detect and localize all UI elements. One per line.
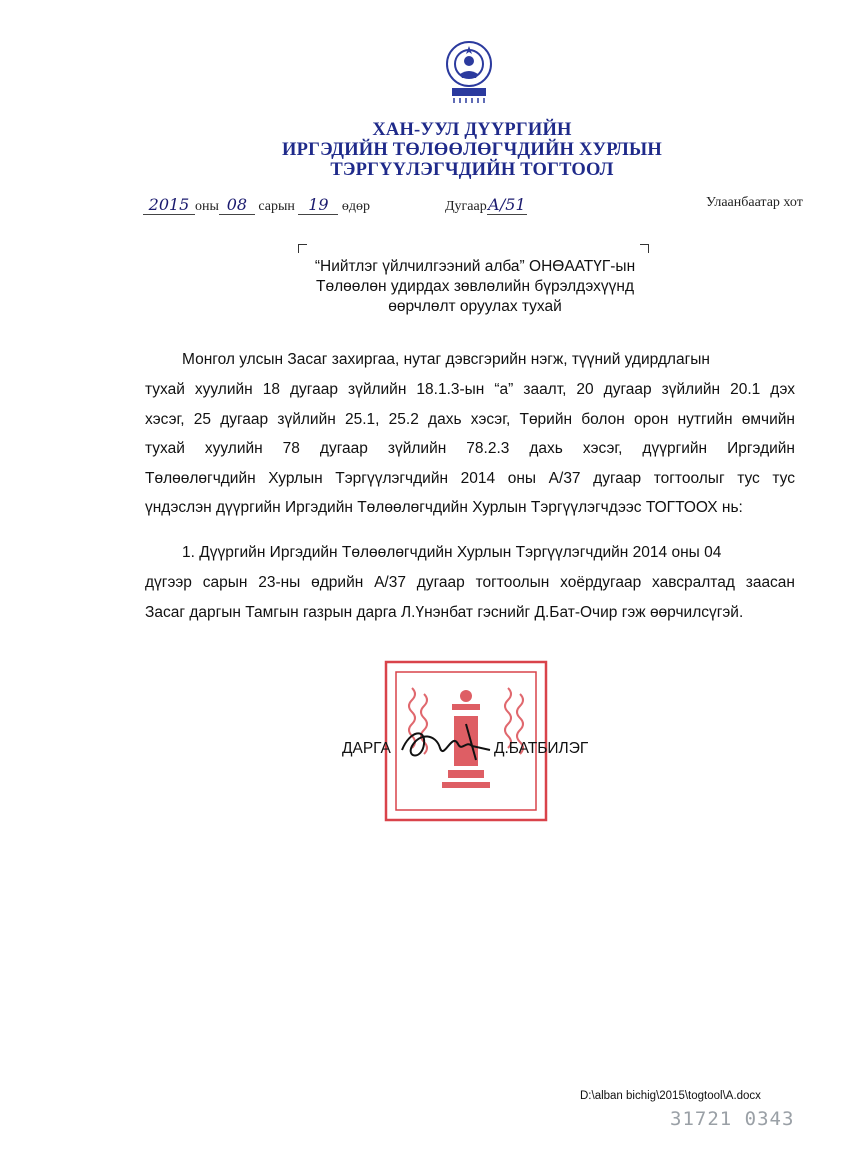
subject-title — [280, 257, 670, 317]
body-paragraph-2 — [182, 538, 794, 568]
number-label: Дугаар — [445, 199, 487, 214]
para2-line: 1. Дүүргийн Иргэдийн Төлөөлөгчдийн Хурлын Тэргүүлэгчдийн 2014 оны 04 — [182, 544, 722, 561]
body-paragraph-1 — [182, 345, 794, 375]
subject-line-2: Төлөөлөн удирдах зөвлөлийн бүрэлдэхүүнд — [316, 278, 634, 295]
para1-line: Монгол улсын Засаг захиргаа, нутаг дэвсгэрийн нэгж, түүний удирдлагын — [182, 351, 710, 368]
date-field — [143, 195, 370, 215]
para2-line: дүгээр сарын 23-ны өдрийн А/37 дугаар тогтоолын хоёрдугаар хавсралтад заасан — [145, 574, 795, 591]
body-paragraph-2-cont — [145, 568, 795, 627]
signer-title: ДАРГА — [342, 740, 391, 757]
para1-line: үндэслэн дүүргийн Иргэдийн Төлөөлөгчдийн Хурлын Тэргүүлэгчдээс ТОГТООХ нь: — [145, 499, 743, 517]
date-month-suffix: сарын — [258, 199, 295, 214]
handwritten-signature-icon — [396, 720, 496, 770]
subject-corner-right — [640, 244, 649, 253]
date-month: 08 — [219, 195, 255, 215]
state-emblem-icon — [438, 34, 500, 104]
header-line-1: ХАН-УУЛ ДҮҮРГИЙН — [372, 120, 572, 140]
header-line-3: ТЭРГҮҮЛЭГЧДИЙН ТОГТООЛ — [330, 160, 614, 180]
signer-name: Д.БАТБИЛЭГ — [494, 740, 589, 757]
date-year: 2015 — [143, 195, 195, 215]
date-year-suffix: оны — [195, 199, 219, 214]
para2-line: Засаг даргын Тамгын газрын дарга Л.Үнэнбат гэснийг Д.Бат-Очир гэж өөрчилсүгэй. — [145, 603, 744, 621]
para1-line: тухай хуулийн 78 дугаар зүйлийн 78.2.3 дахь хэсэг, дүүргийн Иргэдийн — [145, 440, 795, 458]
document-number — [445, 195, 527, 215]
para1-line: хэсэг, 25 дугаар зүйлийн 25.1, 25.2 дахь хэсэг, Төрийн болон орон нутгийн өмчийн — [145, 410, 795, 428]
subject-line-3: өөрчлөлт оруулах тухай — [388, 298, 562, 315]
date-day: 19 — [298, 195, 338, 215]
file-path: D:\alban bichig\2015\togtool\A.docx — [580, 1090, 761, 1102]
para1-line: Төлөөлөгчдийн Хурлын Тэргүүлэгчдийн 2014 оны А/37 дугаар тогтоолыг тус тус — [145, 469, 795, 487]
para1-line: тухай хуулийн 18 дугаар зүйлийн 18.1.3-ын “а” заалт, 20 дугаар зүйлийн 20.1 дэх — [145, 381, 795, 398]
city: Улаанбаатар хот — [706, 195, 803, 210]
body-paragraph-1-cont — [145, 375, 795, 523]
number-value: А/51 — [487, 195, 526, 214]
subject-line-1: “Нийтлэг үйлчилгээний алба” ОНӨААТҮГ-ын — [314, 258, 636, 275]
date-day-suffix: өдөр — [341, 199, 371, 214]
registration-stamp-number: 31721 0343 — [670, 1108, 795, 1130]
subject-corner-left — [298, 244, 307, 253]
header-line-2: ИРГЭДИЙН ТӨЛӨӨЛӨГЧДИЙН ХУРЛЫН — [282, 140, 662, 160]
